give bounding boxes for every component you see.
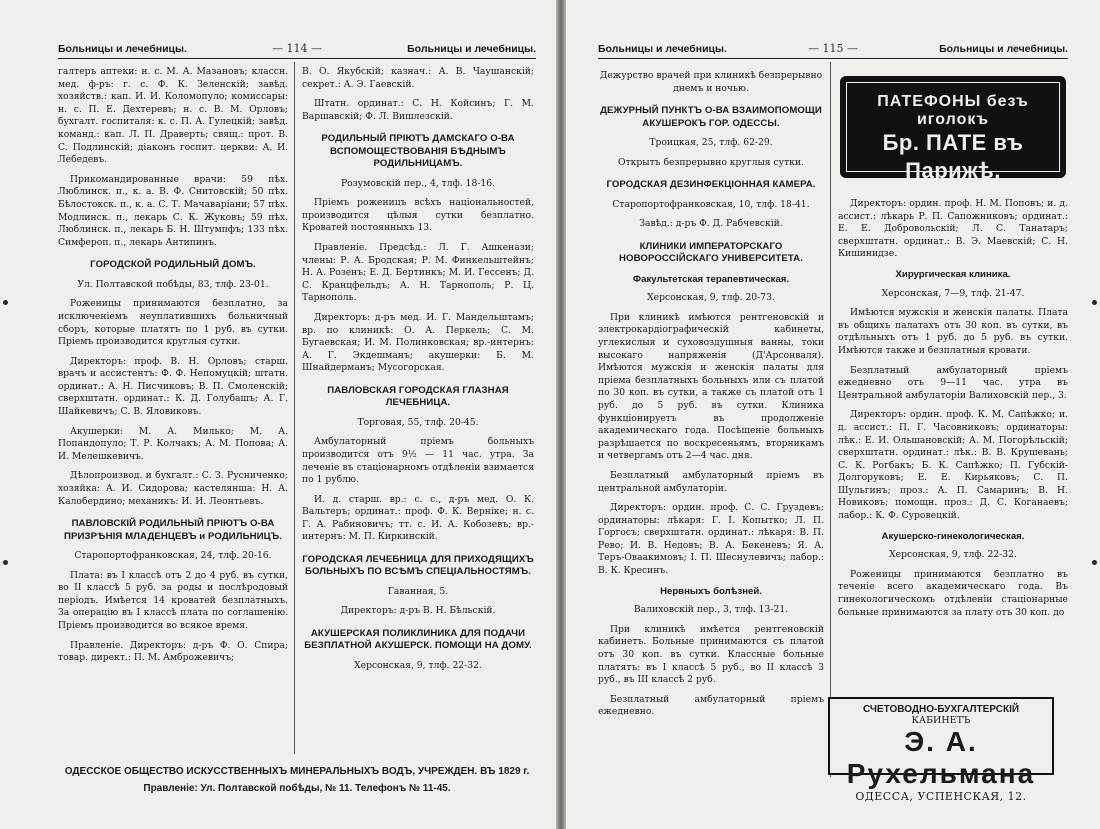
ad-ruh-line1: СЧЕТОВОДНО-БУХГАЛТЕРСКІЙ	[862, 704, 1020, 715]
paragraph: Роженицы принимаются безплатно въ теченіе всего академическаго года. Въ гинекологическомъ отдѣленіи стаціонарные больные принимаются за плату отъ 30 коп. до	[838, 568, 1068, 618]
ad-pathe-line2: Бр. ПАТЕ въ Парижѣ.	[882, 130, 1024, 183]
address-line: Старопортофранковская, 10, тлф. 18-41.	[612, 198, 810, 210]
address-line: Троицкая, 25, тлф. 62-29.	[649, 137, 773, 148]
section-heading: ГОРОДСКАЯ ЛЕЧЕБНИЦА ДЛЯ ПРИХОДЯЩИХЪ БОЛЬНЫХЪ ПО ВСѢМЪ СПЕЦІАЛЬНОСТЯМЪ.	[302, 554, 534, 578]
address-line: Розумовскій пер., 4, тлф. 18-16.	[340, 177, 496, 189]
subsection-heading: Хирургическая клиника.	[895, 268, 1011, 280]
footer-block	[58, 765, 536, 795]
paragraph: Амбулаторный пріемъ больныхъ производится отъ 9½ — 11 час. утра. За леченіе въ стаціонарномъ отдѣленіи взимается по 1 рублю.	[302, 436, 534, 486]
paragraph: Правленіе. Предсѣд.: Л. Г. Ашкенази; члены: Р. А. Бродская; Р. М. Финкельштейнъ; Н. А. Розенъ; Е. Д. Бертинкъ; М. И. Гессенъ; Д. С. Кранцфельдъ; А. Н. Тарнополь; Р. Ц. Тарнополь.	[302, 241, 534, 304]
running-head-right: Больницы и лечебницы.	[939, 43, 1068, 55]
paragraph: галтеръ аптеки: н. с. М. А. Мазановъ; классн. мед. ф-ръ: г. с. Ф. К. Зеленскій; завѣд. хозяйств.: кап. И. И. Коломопуло; комиссары: н. с. П. Е. Дехтеревъ; н. с. В. М. Орловъ; бухгалт. госпиталя: к. с. П. А. Гулецкій; завѣд. команд.: кап. Л. П. Драверть; свящ.: прот. В. С. Подлинскій; діаконъ госпит. церкви: А. И. Лебедевъ.	[58, 66, 288, 166]
paragraph: Штатн. ординат.: С. Н. Койсинъ; Г. М. Варшавскій; Ф. Л. Вишлезскій.	[302, 98, 534, 122]
paragraph: В. О. Якубскій; казнач.: А. В. Чаушанскій; секрет.: А. Э. Гаевскій.	[302, 66, 534, 90]
column-divider	[830, 62, 831, 777]
section-heading: ГОРОДСКАЯ ДЕЗИНФЕКЦІОННАЯ КАМЕРА.	[606, 179, 816, 191]
paragraph: Директоръ: проф. В. Н. Орловъ; старш. врачъ и ассистентъ: Ф. Ф. Непомуцкій; штатн. ординат.: А. Н. Писчиковъ; В. П. Смоленскій; сверхштатн. ординат.: К. Д. Голубашъ; А. Г. Шайкевичъ; С. В. Яловиковъ.	[58, 355, 288, 418]
footer-line: Правленіе: Ул. Полтавской побѣды, № 11. Телефонъ № 11-45.	[143, 783, 451, 794]
section-heading: КЛИНИКИ ИМПЕРАТОРСКАГО НОВОРОССІЙСКАГО УНИВЕРСИТЕТА.	[619, 240, 803, 265]
header-rule	[58, 58, 536, 59]
ad-pathe-line1: ПАТЕФОНЫ безъ иголокъ	[877, 93, 1029, 128]
ad-ruh-line4: ОДЕССА, УСПЕНСКАЯ, 12.	[855, 790, 1027, 803]
paragraph: Директоръ: ордин. проф. Н. М. Поповъ; и. д. ассист.: лѣкарь Р. П. Сапожниковъ; ординат.: Е. Е. Добровольскій; Л. С. Танатаръ; сверхштатн. ординат.: В. Э. Маевскій; С. Н. Кишинидзе.	[838, 198, 1068, 260]
binding-hole	[3, 300, 8, 305]
running-head-left: Больницы и лечебницы.	[598, 43, 727, 55]
binding-hole	[3, 560, 8, 565]
paragraph: Плата: въ I классѣ отъ 2 до 4 руб. въ сутки, во II классѣ 5 руб. за роды и послѣродовый періодъ. Имѣется 14 кроватей безплатныхъ. За операцію въ I классѣ плата по соглашенію. Пріемъ производится во всякое время.	[58, 569, 288, 631]
subsection-heading: Нервныхъ болѣзней.	[660, 585, 762, 597]
paragraph: Роженицы принимаются безплатно, за исключеніемъ неуплатившихъ больничный сборъ, которые платятъ по 1 руб. въ сутки. Пріемъ производится круглыя сутки.	[58, 298, 288, 348]
section-heading: РОДИЛЬНЫЙ ПРІЮТЪ ДАМСКАГО О-ВА ВСПОМОЩЕСТВОВАНІЯ БѢДНЫМЪ РОДИЛЬНИЦАМЪ.	[321, 133, 515, 170]
section-heading: ГОРОДСКОЙ РОДИЛЬНЫЙ ДОМЪ.	[90, 259, 256, 271]
advertisement-pathe	[840, 76, 1066, 200]
paragraph: Акушерки: М. А. Милько; М. А. Попандопуло; Т. Р. Колчакъ; А. М. Попова; А. И. Мелешкевичъ.	[58, 425, 288, 462]
paragraph: Прикомандированные врачи: 59 пѣх. Люблинск. п., к. а. В. Ф. Снитовскій; 50 пѣх. Бѣлостокск. п., к. а. С. Т. Мачаваріани; 57 пѣх. Модлинск. п., лекарь С. К. Жуковъ; 59 пѣх. Люблинск. п., лекарь Б. Н. Штумпфъ; 133 пѣх. Симфероп. п., лекарь Антипинъ.	[58, 173, 288, 248]
running-head	[598, 42, 1068, 55]
section-heading: ДЕЖУРНЫЙ ПУНКТЪ О-ВА ВЗАИМОПОМОЩИ АКУШЕРОКЪ ГОР. ОДЕССЫ.	[600, 105, 822, 129]
paragraph: Безплатный амбулаторный пріемъ въ центральной амбулаторіи.	[598, 469, 824, 494]
running-head	[58, 42, 536, 55]
page-115	[566, 0, 1100, 829]
address-line: Херсонская, 9, тлф. 22-32.	[354, 659, 482, 671]
ad-ruh-line2: КАБИНЕТЪ	[911, 715, 971, 726]
paragraph: Пріемъ роженицъ всѣхъ національностей, производится цѣлыя сутки безплатно. Кроватей постоянныхъ 13.	[302, 197, 534, 234]
address-line: Старопортофранковская, 24, тлф. 20-16.	[74, 550, 272, 562]
paragraph: И. д. старш. вр.: с. с., д-ръ мед. О. К. Вальтеръ; ординат.: проф. Ф. К. Верніке; н. с. Г. А. Рабиновичъ; тт. с. И. А. Кобозевъ; вр.-интернъ: М. П. Киркинскій.	[302, 493, 534, 543]
address-line: Дежурство врачей при клиникѣ безпрерывно днемъ и ночью.	[599, 70, 823, 94]
address-line: Херсонская, 9, тлф. 22-32.	[889, 549, 1017, 561]
paragraph: Директоръ: ордин. проф. С. С. Груздевъ; ординаторы: лѣкаря: Г. І. Копытко; Л. П. Горгосъ; сверхштатн. ординат.: лѣкаря: В. П. Рево; И. В. Недовъ; В. А. Бекеневъ; Я. А. Теръ-Оваакимовъ; І. П. Шеснулевичъ; лабор.: В. К. Кресинъ.	[598, 502, 824, 577]
advertisement-ruhelman	[828, 697, 1054, 803]
paragraph: Директоръ: ордин. проф. К. М. Сапѣжко; и. д. ассист.: П. Г. Часовниковъ; ординаторы: лѣк.: Е. И. Ольшановскій; А. М. Погорѣльскій; сверхштатн. ординат.: лѣк.: В. В. Крушевань; С. К. Рогбакъ; Б. К. Сапѣжко; П. Губскій-Долгоруковъ; Е. Е. Кирьяковъ; С. П. Шульгинъ; проз.: А. П. Самаринъ; В. Н. Новиковъ; помощн. проз.: Д. С. Коганаевъ; лабор.: К. Ф. Суровецкій.	[838, 409, 1068, 522]
running-head-left: Больницы и лечебницы.	[58, 43, 187, 55]
section-heading: ПАВЛОВСКАЯ ГОРОДСКАЯ ГЛАЗНАЯ ЛЕЧЕБНИЦА.	[327, 384, 509, 409]
subsection-heading: Акушерско-гинекологическая.	[881, 530, 1025, 542]
paragraph: Директоръ: д-ръ мед. И. Г. Мандельштамъ; вр. по клиникѣ: О. А. Перкель; С. М. Бугаевская; И. М. Полинковская; вр.-интернъ: А. Г. Экдешманъ; акушерки: Б. М. Шнайдерманъ; Мусогорская.	[302, 311, 534, 374]
book-gutter	[556, 0, 566, 829]
address-line: Херсонская, 9, тлф. 20-73.	[647, 292, 775, 304]
section-heading: АКУШЕРСКАЯ ПОЛИКЛИНИКА ДЛЯ ПОДАЧИ БЕЗПЛАТНОЙ АКУШЕРСК. ПОМОЩИ НА ДОМУ.	[304, 628, 532, 652]
running-head-right: Больницы и лечебницы.	[407, 43, 536, 55]
header-rule	[598, 58, 1068, 59]
page-number: — 114 —	[272, 42, 322, 55]
ad-pathe-line3: Южн. Отд. ОДЕССА, Дерибасовск., 10.	[849, 189, 1057, 200]
ad-ruh-line3: Э. А. Рухельмана	[846, 726, 1036, 789]
address-line: Открытъ безпрерывно круглыя сутки.	[618, 156, 804, 168]
paragraph: Безплатный амбулаторный пріемъ ежедневно отъ 9—11 час. утра въ Центральной амбулаторіи Валиховскій пер., 3.	[838, 364, 1068, 401]
paragraph: Правленіе. Директоръ: д-ръ Ф. О. Спира; товар. директ.: П. М. Амброжевичъ;	[58, 639, 288, 664]
column-left-1	[58, 66, 288, 672]
subsection-heading: Факультетская терапевтическая.	[632, 273, 790, 285]
column-right-2	[838, 198, 1068, 626]
paragraph: Безплатный амбулаторный пріемъ ежедневно.	[598, 693, 824, 718]
page-number: — 115 —	[808, 42, 858, 55]
binding-hole	[1092, 300, 1097, 305]
address-line: Валиховскій пер., 3, тлф. 13-21.	[633, 604, 789, 616]
address-line: Торговая, 55, тлф. 20-45.	[357, 416, 479, 428]
paragraph: Имѣются мужскія и женскія палаты. Плата въ общихъ палатахъ отъ 30 коп. въ сутки, въ отдѣльныхъ отъ 1 руб. до 5 руб. въ сутки. Имѣются также и безплатныя кровати.	[838, 307, 1068, 356]
column-divider	[294, 62, 295, 754]
binding-hole	[1092, 560, 1097, 565]
paragraph: При клиникѣ имѣется рентгеновскій кабинетъ. Больные принимаются съ платой отъ 30 коп. въ сутки. Классные больные платятъ: въ I классѣ 5 руб., во II классѣ 3 руб., въ III классѣ 2 руб.	[598, 623, 824, 686]
column-right-1	[598, 70, 824, 726]
address-line: Завѣд.: д-ръ Ф. Д. Рабчевскій.	[639, 218, 783, 230]
address-line: Херсонская, 7—9, тлф. 21-47.	[881, 287, 1025, 299]
section-heading: ПАВЛОВСКІЙ РОДИЛЬНЫЙ ПРІЮТЪ О-ВА ПРИЗРѢНІЯ МЛАДЕНЦЕВЪ и РОДИЛЬНИЦЪ.	[64, 518, 282, 542]
address-line: Гаванная, 5.	[387, 585, 449, 597]
address-line: Директоръ: д-ръ В. Н. Бѣльскій.	[340, 605, 496, 617]
column-left-2	[302, 66, 534, 679]
paragraph: При клиникѣ имѣются рентгеновскій и электрокардіографическій кабинеты, углекислыя и суховоздушныя ванны, токи высокаго напряженія (Д'Арсонваля). Имѣются мужскія и женскія палаты для пріема безплатныхъ больныхъ или съ платой по 30 коп. въ сутки, а также съ платой отъ 1 руб. до 5 руб. въ сутки. Клиника функціонируетъ въ продолженіе академическаго года. Посѣщеніе больныхъ разрѣшается по воскресеньямъ, вторникамъ и четвергамъ отъ 2—4 час. дня.	[598, 311, 824, 462]
footer-title: ОДЕССКОЕ ОБЩЕСТВО ИСКУССТВЕННЫХЪ МИНЕРАЛЬНЫХЪ ВОДЪ, УЧРЕЖДЕН. ВЪ 1829 г.	[64, 766, 530, 777]
address-line: Ул. Полтавской побѣды, 83, тлф. 23-01.	[77, 278, 269, 290]
paragraph: Дѣлопроизвод. и бухгалт.: С. З. Русниченко; хозяйка: А. И. Сидорова; кастелянша: Н. А. Калобердино; механикъ: И. И. Леонтьевъ.	[58, 470, 288, 507]
